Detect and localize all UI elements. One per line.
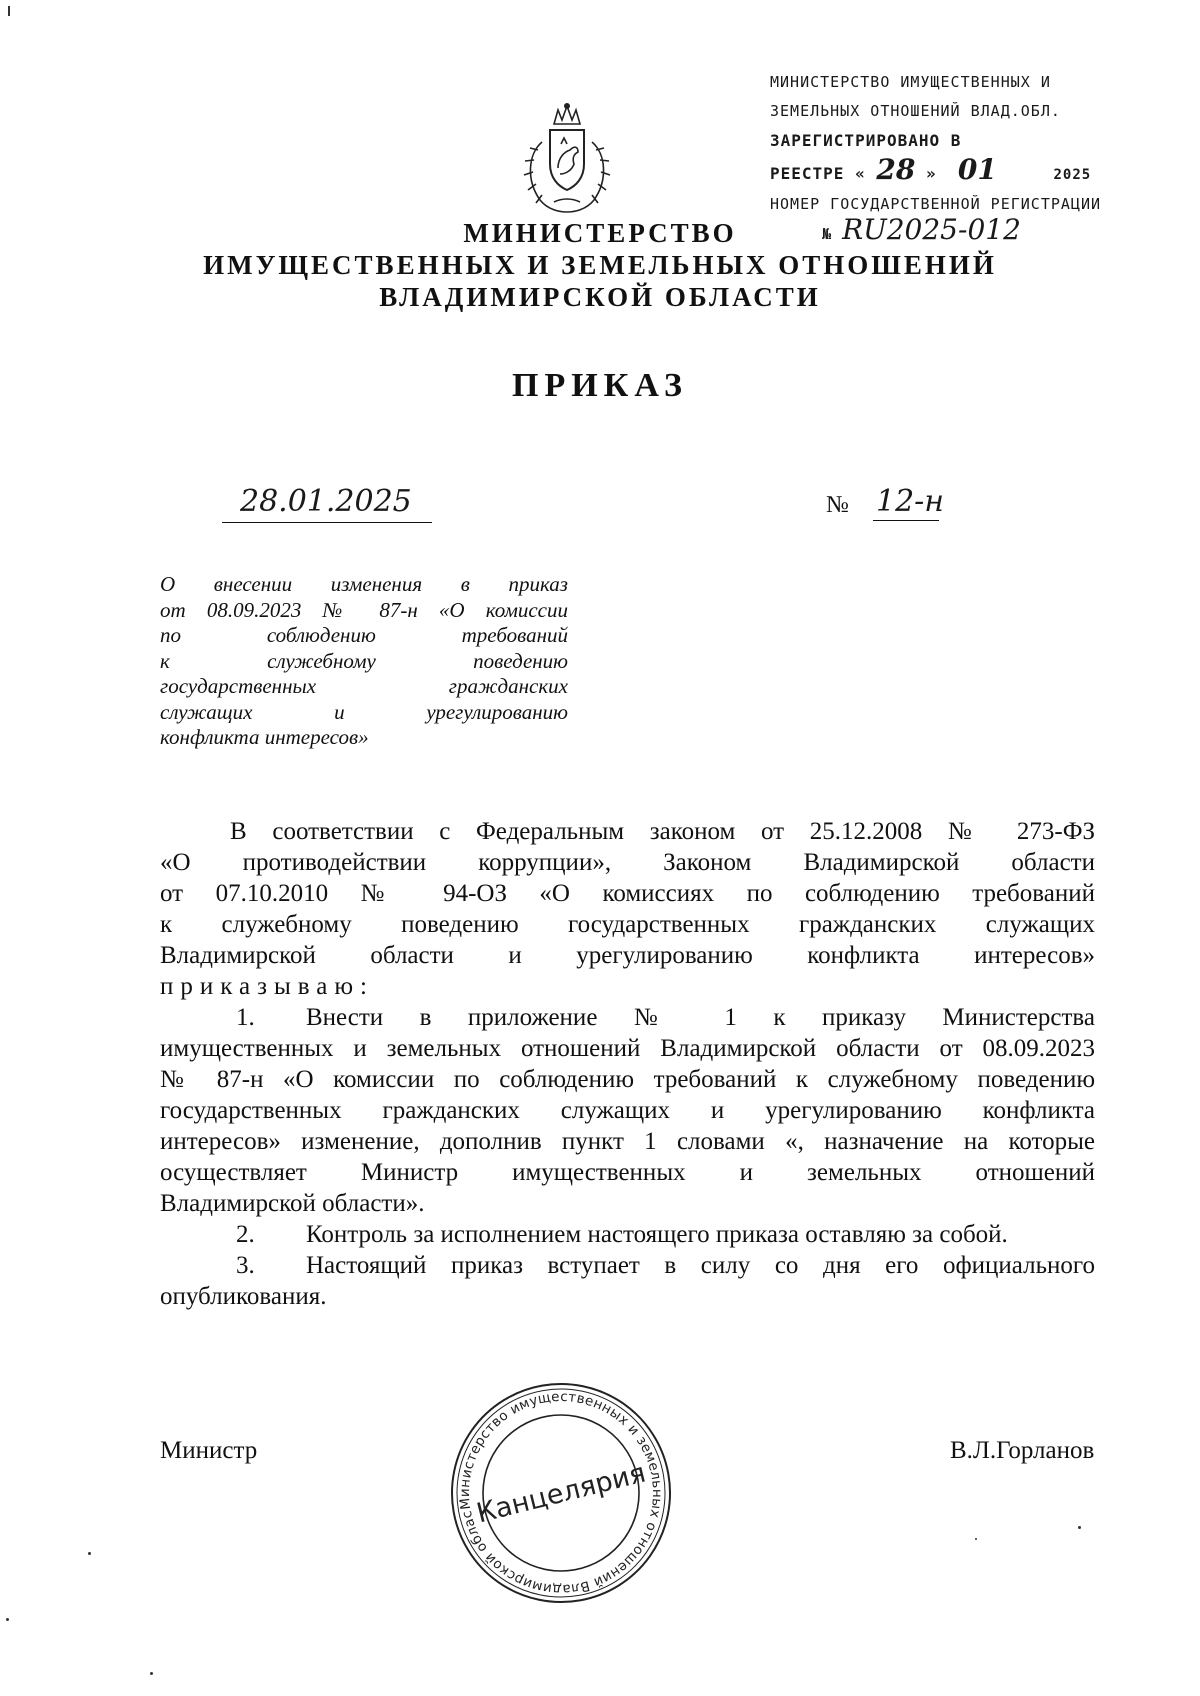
- signatory-name: В.Л.Горланов: [950, 1437, 1095, 1464]
- body-line: интересов» изменение, дополнив пункт 1 словами «, назначение на которые: [160, 1128, 1095, 1155]
- reg-line-4: [770, 155, 1170, 190]
- body-line: приказываю:: [160, 973, 374, 1000]
- coat-of-arms-icon: [514, 102, 620, 218]
- number-label: №: [826, 492, 849, 518]
- body-line: Контроль за исполнением настоящего приказа оставляю за собой.: [306, 1221, 1008, 1248]
- document-date: 28.01.2025: [240, 484, 412, 519]
- body-line: имущественных и земельных отношений Владимирской области от 08.09.2023: [160, 1035, 1095, 1062]
- body-line: государственных гражданских служащих и урегулированию конфликта: [160, 1097, 1095, 1124]
- body-line: от 07.10.2010 № 94-ОЗ «О комиссиях по соблюдению требований: [160, 880, 1095, 907]
- scan-mark: [1078, 1526, 1081, 1529]
- body-line: Внести в приложение № 1 к приказу Министерства: [306, 1004, 1095, 1031]
- subject-line: к служебному поведению: [160, 648, 568, 673]
- item-1-first-line: [160, 1002, 1095, 1033]
- document-body: [160, 816, 1095, 1312]
- item-number: 1.: [236, 1004, 255, 1031]
- body-line: Владимирской области и урегулированию конфликта интересов»: [160, 942, 1095, 969]
- svg-text:Министерство имущественных и з: Министерство имущественных и земельных отношений Владимирской области: [456, 1388, 666, 1598]
- header-line-2: ИМУЩЕСТВЕННЫХ И ЗЕМЕЛЬНЫХ ОТНОШЕНИЙ: [203, 250, 997, 280]
- item-number: 2.: [236, 1221, 255, 1248]
- reg-line-3: ЗАРЕГИСТРИРОВАНО В: [770, 131, 962, 150]
- reg-year: 2025: [1053, 167, 1092, 183]
- signatory-position: Министр: [160, 1437, 258, 1464]
- reg-month: 01: [957, 153, 997, 186]
- body-line: Владимирской области».: [160, 1190, 425, 1217]
- body-line: к служебному поведению государственных гражданских служащих: [160, 911, 1095, 938]
- subject-block: [160, 572, 568, 751]
- reg-line-1: МИНИСТЕРСТВО ИМУЩЕСТВЕННЫХ И: [770, 73, 1051, 91]
- body-line: «О противодействии коррупции», Законом Владимирской области: [160, 849, 1095, 876]
- body-line: опубликования.: [160, 1283, 327, 1310]
- reg-number-sign: №: [822, 225, 833, 243]
- reg-mid: »: [925, 164, 937, 183]
- reg-day: 28: [876, 153, 916, 186]
- reg-line-5: НОМЕР ГОСУДАРСТВЕННОЙ РЕГИСТРАЦИИ: [770, 195, 1102, 213]
- scan-mark: [88, 1552, 91, 1555]
- subject-line: по соблюдению требований: [160, 623, 568, 647]
- svg-text:Канцелярия: Канцелярия: [473, 1457, 649, 1530]
- body-line: № 87-н «О комиссии по соблюдению требований к служебному поведению: [160, 1066, 1095, 1093]
- reg-registry-prefix: РЕЕСТРЕ «: [770, 164, 866, 183]
- reg-number: RU2025-012: [842, 213, 1021, 246]
- scan-mark: [8, 6, 10, 16]
- body-line: осуществляет Министр имущественных и земельных отношений: [160, 1159, 1095, 1186]
- subject-line: конфликта интересов»: [160, 725, 369, 749]
- subject-line: государственных гражданских: [160, 674, 568, 698]
- header-line-1: МИНИСТЕРСТВО: [463, 218, 737, 248]
- header-line-3: ВЛАДИМИРСКОЙ ОБЛАСТИ: [379, 282, 821, 312]
- subject-line: от 08.09.2023 № 87-н «О комиссии: [160, 597, 568, 622]
- item-2-line: [160, 1219, 1095, 1250]
- subject-line: служащих и урегулированию: [160, 699, 568, 724]
- body-line: Настоящий приказ вступает в силу со дня его официального: [306, 1252, 1095, 1279]
- reg-line-2: ЗЕМЕЛЬНЫХ ОТНОШЕНИЙ ВЛАД.ОБЛ.: [770, 102, 1061, 120]
- scan-mark: [975, 1538, 977, 1540]
- body-line: В соответствии с Федеральным законом от 25.12.2008 № 273-ФЗ: [230, 818, 1095, 845]
- item-3-first-line: [160, 1250, 1095, 1281]
- scan-mark: [6, 1618, 9, 1621]
- number-underline: [873, 520, 939, 521]
- document-title: ПРИКАЗ: [512, 367, 688, 404]
- document-number: 12-н: [876, 484, 945, 519]
- office-seal: [448, 1380, 674, 1606]
- scan-mark: [150, 1672, 153, 1675]
- subject-line: О внесении изменения в приказ: [160, 572, 568, 596]
- item-number: 3.: [236, 1252, 255, 1279]
